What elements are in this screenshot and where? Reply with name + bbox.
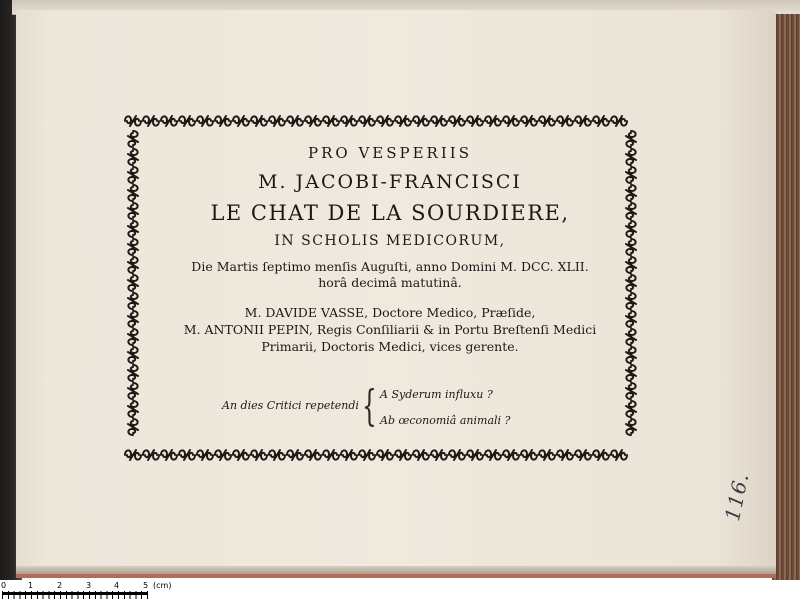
heading-line-3: LE CHAT DE LA SOURDIERE, — [210, 201, 570, 225]
title-text-block — [150, 140, 630, 355]
ornament-unit — [233, 450, 249, 460]
ornament-unit — [341, 450, 357, 460]
ornament-unit — [143, 450, 159, 460]
ornament-unit — [611, 450, 627, 460]
ornament-unit — [125, 450, 141, 460]
ornament-unit — [521, 116, 537, 126]
ornament-unit — [269, 116, 285, 126]
ornament-unit — [626, 383, 636, 399]
ornament-unit — [323, 116, 339, 126]
ornament-unit — [305, 116, 321, 126]
heading-line-1: PRO VESPERIIS — [308, 144, 472, 162]
ornament-unit — [395, 116, 411, 126]
ornament-unit — [449, 116, 465, 126]
ornament-unit — [395, 450, 411, 460]
ornament-unit — [557, 450, 573, 460]
ornament-unit — [539, 450, 555, 460]
ornament-unit — [128, 311, 138, 327]
ornament-unit — [143, 116, 159, 126]
ornament-unit — [128, 293, 138, 309]
ornament-unit — [449, 450, 465, 460]
ornament-unit — [413, 450, 429, 460]
deputy-line: M. ANTONII PEPIN, Regis Conſiliarii & in Portu Breſtenſi Medici — [183, 322, 597, 337]
ornament-unit — [557, 116, 573, 126]
ornament-unit — [503, 116, 519, 126]
ornament-unit — [485, 116, 501, 126]
ornament-unit — [539, 116, 555, 126]
ornament-unit — [485, 450, 501, 460]
ruler-number: 5 — [143, 581, 149, 590]
ornament-unit — [161, 116, 177, 126]
ornament-unit — [179, 450, 195, 460]
president-line: M. DAVIDE VASSE, Doctore Medico, Præſide, — [244, 305, 536, 320]
ornament-unit — [467, 116, 483, 126]
question-option-b: Ab œconomiâ animali ? — [380, 414, 511, 427]
ornament-unit — [128, 347, 138, 363]
heading-line-4: IN SCHOLIS MEDICORUM, — [274, 233, 506, 249]
ornament-unit — [431, 450, 447, 460]
thesis-question — [222, 381, 542, 432]
ornament-unit — [161, 450, 177, 460]
ornament-unit — [128, 221, 138, 237]
ornament-unit — [128, 419, 138, 435]
ornament-unit — [593, 450, 609, 460]
ornament-unit — [413, 116, 429, 126]
ornament-unit — [503, 450, 519, 460]
scale-ruler — [0, 580, 800, 604]
ornament-unit — [128, 329, 138, 345]
ornament-unit — [197, 116, 213, 126]
ruler-number: 4 — [114, 581, 120, 590]
page-stack-edge — [772, 14, 800, 580]
ornament-unit — [128, 149, 138, 165]
deputy-line-2: Primarii, Doctoris Medici, vices gerente. — [261, 339, 519, 354]
ornament-unit — [128, 275, 138, 291]
curly-brace: { — [362, 381, 377, 430]
ornament-unit — [521, 450, 537, 460]
ornament-unit — [128, 383, 138, 399]
ruler-number: 0 — [1, 581, 7, 590]
ornament-unit — [323, 450, 339, 460]
red-edge-rule — [16, 574, 776, 578]
ornament-unit — [251, 116, 267, 126]
ornament-unit — [593, 116, 609, 126]
ornament-unit — [359, 450, 375, 460]
ornament-unit — [197, 450, 213, 460]
ornament-unit — [251, 450, 267, 460]
question-option-a: A Syderum influxu ? — [380, 388, 493, 401]
time-line: horâ decimâ matutinâ. — [318, 275, 462, 290]
ornament-unit — [287, 116, 303, 126]
ornament-unit — [233, 116, 249, 126]
ornament-unit — [128, 167, 138, 183]
ornament-unit — [611, 116, 627, 126]
ornament-unit — [359, 116, 375, 126]
ornament-unit — [125, 116, 141, 126]
ornament-unit — [215, 450, 231, 460]
handwritten-folio-number: 116. — [720, 470, 754, 523]
date-line: Die Martis ſeptimo menſis Auguſti, anno Domini M. DCC. XLII. — [191, 259, 589, 274]
ornament-unit — [128, 365, 138, 381]
ornament-unit — [179, 116, 195, 126]
ornament-unit — [626, 365, 636, 381]
ornament-unit — [128, 203, 138, 219]
ruler-bar — [2, 592, 148, 595]
ornament-unit — [626, 419, 636, 435]
ornament-unit — [467, 450, 483, 460]
heading-line-2: M. JACOBI-FRANCISCI — [258, 171, 522, 193]
ornament-unit — [128, 239, 138, 255]
ornament-unit — [575, 116, 591, 126]
ornament-unit — [626, 401, 636, 417]
ruler-number: 2 — [57, 581, 63, 590]
ornament-unit — [128, 401, 138, 417]
ornament-unit — [269, 450, 285, 460]
ornament-unit — [215, 116, 231, 126]
ruler-number: 3 — [86, 581, 92, 590]
question-label: An dies Critici repetendi — [222, 399, 359, 412]
ornament-unit — [341, 116, 357, 126]
ornament-unit — [128, 131, 138, 147]
ornament-unit — [287, 450, 303, 460]
ornament-unit — [128, 257, 138, 273]
ruler-unit: (cm) — [153, 581, 172, 590]
ruler-number: 1 — [28, 581, 34, 590]
ornament-unit — [575, 450, 591, 460]
ornament-unit — [305, 450, 321, 460]
ornament-unit — [377, 450, 393, 460]
ornament-unit — [377, 116, 393, 126]
ornament-unit — [128, 185, 138, 201]
ornament-unit — [431, 116, 447, 126]
